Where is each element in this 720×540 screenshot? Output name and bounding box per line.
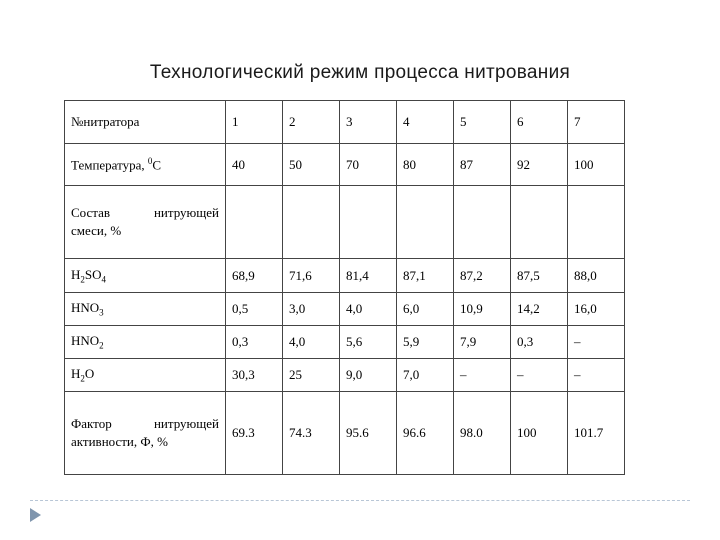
formula-subscript: 2 bbox=[99, 340, 104, 351]
table-cell: 5,6 bbox=[340, 326, 397, 359]
empty-cell bbox=[454, 186, 511, 259]
column-header-cell: 4 bbox=[397, 101, 454, 144]
row-label-temperature bbox=[65, 144, 226, 186]
formula-part: O bbox=[84, 366, 95, 382]
table-cell: – bbox=[568, 359, 625, 392]
table-cell: 87,1 bbox=[397, 259, 454, 293]
column-header-cell: 7 bbox=[568, 101, 625, 144]
table-cell: 71,6 bbox=[283, 259, 340, 293]
row-label-h2so4 bbox=[65, 259, 226, 293]
table-cell: 70 bbox=[340, 144, 397, 186]
table-cell: 30,3 bbox=[226, 359, 283, 392]
factor-word-2: нитрующей bbox=[153, 416, 219, 431]
table-cell: 7,9 bbox=[454, 326, 511, 359]
table-row-hno2 bbox=[65, 326, 625, 359]
table-cell: 98.0 bbox=[454, 392, 511, 475]
table-cell: 0,3 bbox=[511, 326, 568, 359]
slide-title: Технологический режим процесса нитрования bbox=[149, 62, 571, 83]
row-label-activity-factor bbox=[65, 392, 226, 475]
formula-subscript: 3 bbox=[99, 307, 104, 318]
table-cell: – bbox=[568, 326, 625, 359]
formula-part: HNO bbox=[71, 300, 100, 316]
table-cell: 40 bbox=[226, 144, 283, 186]
table-cell: 4,0 bbox=[283, 326, 340, 359]
formula-part: H bbox=[71, 366, 81, 382]
table-cell: 100 bbox=[511, 392, 568, 475]
table-cell: 50 bbox=[283, 144, 340, 186]
table-cell: 80 bbox=[397, 144, 454, 186]
temperature-label-text: Температура, bbox=[71, 157, 148, 173]
table-cell: 87 bbox=[454, 144, 511, 186]
factor-label-line2: активности, Ф, % bbox=[71, 434, 168, 449]
table-cell: 4,0 bbox=[340, 293, 397, 326]
formula-subscript: 2 bbox=[80, 274, 85, 285]
formula-part: SO bbox=[84, 266, 102, 282]
table-cell: 74.3 bbox=[283, 392, 340, 475]
table-row-temperature bbox=[65, 144, 625, 186]
table-row-composition bbox=[65, 186, 625, 259]
table-cell: 101.7 bbox=[568, 392, 625, 475]
empty-cell bbox=[397, 186, 454, 259]
table-cell: – bbox=[511, 359, 568, 392]
table-cell: 92 bbox=[511, 144, 568, 186]
table-cell: 88,0 bbox=[568, 259, 625, 293]
table-cell: 25 bbox=[283, 359, 340, 392]
empty-cell bbox=[226, 186, 283, 259]
table-cell: 69.3 bbox=[226, 392, 283, 475]
composition-label-line1 bbox=[71, 204, 219, 222]
table-row-nitrator-number bbox=[65, 101, 625, 144]
factor-label-line1 bbox=[71, 415, 219, 433]
table-row-h2o bbox=[65, 359, 625, 392]
degree-superscript: 0 bbox=[147, 155, 153, 166]
row-label-h2o bbox=[65, 359, 226, 392]
column-header-cell: 6 bbox=[511, 101, 568, 144]
table-cell: 0,3 bbox=[226, 326, 283, 359]
empty-cell bbox=[511, 186, 568, 259]
table-cell: 7,0 bbox=[397, 359, 454, 392]
table-cell: 87,2 bbox=[454, 259, 511, 293]
formula-part: HNO bbox=[71, 333, 100, 349]
composition-label-line2: смеси, % bbox=[71, 223, 122, 238]
empty-cell bbox=[340, 186, 397, 259]
empty-cell bbox=[568, 186, 625, 259]
column-header-cell: 5 bbox=[454, 101, 511, 144]
table-cell: – bbox=[454, 359, 511, 392]
table-cell: 68,9 bbox=[226, 259, 283, 293]
table-cell: 100 bbox=[568, 144, 625, 186]
row-label-hno2 bbox=[65, 326, 226, 359]
composition-word-1: Состав bbox=[71, 205, 111, 220]
column-header-cell: 2 bbox=[283, 101, 340, 144]
table-cell: 87,5 bbox=[511, 259, 568, 293]
composition-word-2: нитрующей bbox=[153, 205, 219, 220]
row-label-hno3 bbox=[65, 293, 226, 326]
table-cell: 9,0 bbox=[340, 359, 397, 392]
table-cell: 10,9 bbox=[454, 293, 511, 326]
table-cell: 0,5 bbox=[226, 293, 283, 326]
row-label-composition bbox=[65, 186, 226, 259]
column-header-cell: 1 bbox=[226, 101, 283, 144]
table-cell: 14,2 bbox=[511, 293, 568, 326]
formula-subscript: 4 bbox=[101, 274, 107, 285]
factor-word-1: Фактор bbox=[71, 416, 112, 431]
triangle-bullet-icon bbox=[30, 508, 41, 522]
table-cell: 3,0 bbox=[283, 293, 340, 326]
table-cell: 5,9 bbox=[397, 326, 454, 359]
table-cell: 81,4 bbox=[340, 259, 397, 293]
column-header-cell: 3 bbox=[340, 101, 397, 144]
table-cell: 96.6 bbox=[397, 392, 454, 475]
table-row-h2so4 bbox=[65, 259, 625, 293]
table-row-hno3 bbox=[65, 293, 625, 326]
formula-subscript: 2 bbox=[80, 373, 85, 384]
table-row-activity-factor bbox=[65, 392, 625, 475]
table-cell: 16,0 bbox=[568, 293, 625, 326]
table-cell: 95.6 bbox=[340, 392, 397, 475]
formula-part: H bbox=[71, 266, 81, 282]
footer-divider bbox=[30, 500, 690, 501]
table-cell: 6,0 bbox=[397, 293, 454, 326]
empty-cell bbox=[283, 186, 340, 259]
temperature-unit: С bbox=[152, 157, 162, 173]
nitration-mode-table bbox=[64, 100, 625, 475]
row-label-nitrator-number: №нитратора bbox=[65, 101, 226, 144]
